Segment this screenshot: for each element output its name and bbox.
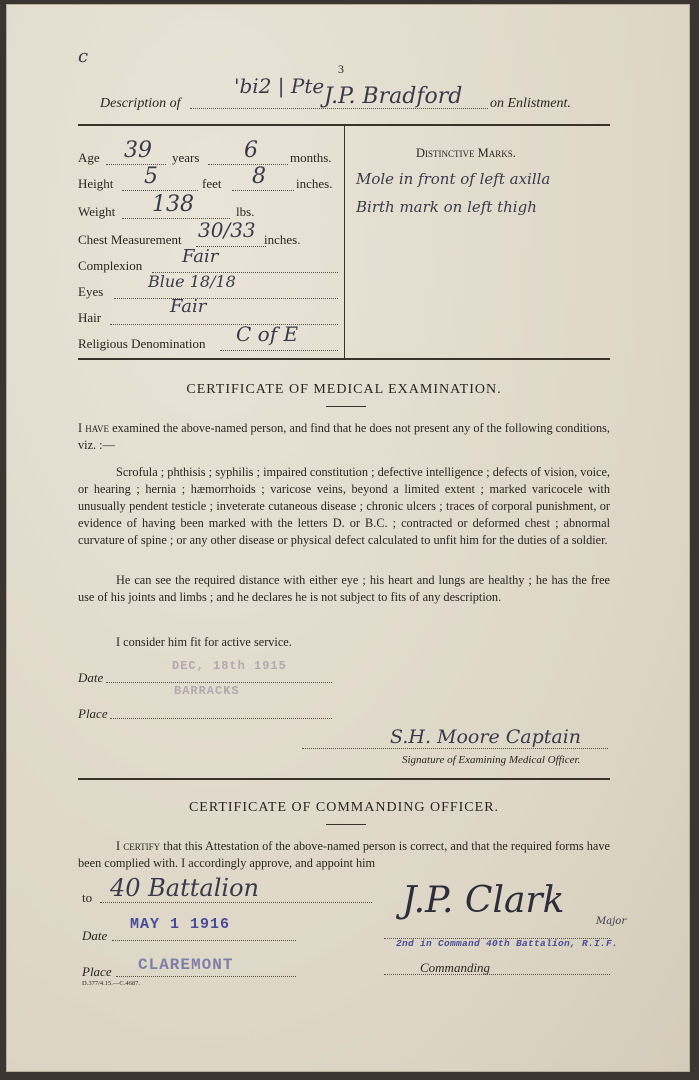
medical-officer-signature: S.H. Moore Captain (390, 726, 582, 748)
commanding-place-line (116, 976, 296, 977)
distinctive-mark-1: Mole in front of left axilla (356, 170, 551, 188)
medical-place-label: Place (78, 706, 108, 721)
page-number: 3 (338, 62, 344, 76)
hair-line (110, 324, 338, 325)
hair-label: Hair (78, 310, 102, 325)
commanding-label: Commanding (420, 960, 491, 975)
medical-conditions: Scrofula ; phthisis ; syphilis ; impaired constitution ; defective intelligence ; defects of vision, voice, or hearing ; hernia ; hæmorrhoids ; varicose veins, beyond a limited extent ; marked varicocele with unusually pendent testicle ; inveterate cutaneous disease ; chronic ulcers ; traces of corporal punishment, or evidence of having been marked with the letters D. or B.C. ; contracted or deformed chest ; abnormal curvature of spine ; or any other disease or physical defect calculated to unfit him for the duties of a soldier. (78, 465, 610, 547)
medical-intro (78, 420, 610, 454)
distinctive-mark-2: Birth mark on left thigh (356, 198, 537, 216)
commanding-label-line (384, 974, 610, 975)
corner-mark: c (78, 46, 89, 67)
commanding-heading: CERTIFICATE OF COMMANDING OFFICER. (188, 800, 500, 815)
feet-label: feet (202, 176, 222, 191)
medical-signature-caption: Signature of Examining Medical Officer. (402, 754, 581, 766)
medical-intro-text: examined the above-named person, and find that he does not present any of the following conditions, viz. :— (78, 421, 610, 452)
eyes-label: Eyes (78, 284, 104, 299)
years-label: years (172, 150, 200, 165)
form-code: D.377/4.15.—C.4687. (82, 980, 140, 987)
religion-line (220, 350, 338, 351)
eyes-value: Blue 18/18 (148, 272, 236, 291)
inches-label: inches. (296, 176, 333, 191)
medical-heading-rule (326, 406, 366, 407)
command-stamp: 2nd in Command 40th Battalion, R.I.F. (396, 938, 619, 949)
commanding-date-line (112, 940, 296, 941)
appoint-to-line (100, 902, 372, 903)
chest-label: Chest Measurement (78, 232, 182, 247)
weight-value: 138 (152, 192, 194, 217)
box-bottom-rule (78, 358, 610, 360)
commanding-heading-rule (326, 824, 366, 825)
box-divider (344, 126, 345, 358)
header-prefix: Description of (100, 96, 181, 111)
height-inches-line (232, 190, 294, 191)
complexion-label: Complexion (78, 258, 143, 273)
commanding-officer-rank: Major (596, 916, 627, 927)
religion-value: C of E (236, 322, 299, 346)
medical-intro-lead: I have (78, 421, 110, 435)
age-months-line (208, 164, 288, 165)
appoint-to-label: to (82, 890, 93, 905)
header-annotation: 'bi2 | Pte (234, 74, 325, 98)
medical-date-line (106, 682, 332, 683)
height-feet-line (122, 190, 198, 191)
height-inches: 8 (252, 164, 266, 189)
chest-unit: inches. (264, 232, 301, 247)
age-label: Age (78, 150, 100, 165)
commanding-certify-lead: I certify (116, 839, 161, 853)
lbs-label: lbs. (236, 204, 255, 219)
medical-place-line (110, 718, 332, 719)
religion-label: Religious Denomination (78, 336, 206, 351)
commanding-place-stamp: CLAREMONT (138, 956, 234, 974)
commanding-date-label: Date (82, 928, 108, 943)
distinctive-marks-heading: Distinctive Marks. (416, 146, 516, 160)
medical-date-label: Date (78, 670, 104, 685)
months-label: months. (290, 150, 332, 165)
age-years: 39 (124, 138, 152, 163)
document-page (6, 4, 690, 1072)
section-divider-rule (78, 778, 610, 780)
appoint-to-value: 40 Battalion (110, 874, 259, 902)
age-months: 6 (244, 138, 258, 163)
medical-heading: CERTIFICATE OF MEDICAL EXAMINATION. (186, 382, 502, 397)
eyes-line (114, 298, 338, 299)
hair-value: Fair (170, 296, 207, 317)
recruit-name: J.P. Bradford (324, 84, 463, 109)
height-label: Height (78, 176, 114, 191)
commanding-place-label: Place (82, 964, 112, 979)
commanding-certify-text: that this Attestation of the above-named person is correct, and that the required forms have been complied with. I accordingly approve, and appoint him (78, 839, 610, 870)
medical-fitness: He can see the required distance with either eye ; his heart and lungs are healthy ; he has the free use of his joints and limbs ; and he declares he is not subject to fits of any description. (78, 573, 610, 604)
height-feet: 5 (144, 164, 158, 189)
commanding-date-stamp: MAY 1 1916 (130, 916, 231, 933)
barracks-stamp: BARRACKS (174, 684, 240, 698)
commanding-officer-signature: J.P. Clark (402, 880, 565, 921)
medical-fit-statement: I consider him fit for active service. (116, 635, 292, 649)
header-suffix: on Enlistment. (490, 96, 571, 111)
medical-signature-line (302, 748, 608, 749)
chest-value: 30/33 (198, 218, 256, 242)
complexion-value: Fair (182, 246, 219, 267)
commanding-certification (78, 838, 610, 872)
medical-date-stamp: DEC, 18th 1915 (172, 659, 287, 673)
weight-label: Weight (78, 204, 116, 219)
